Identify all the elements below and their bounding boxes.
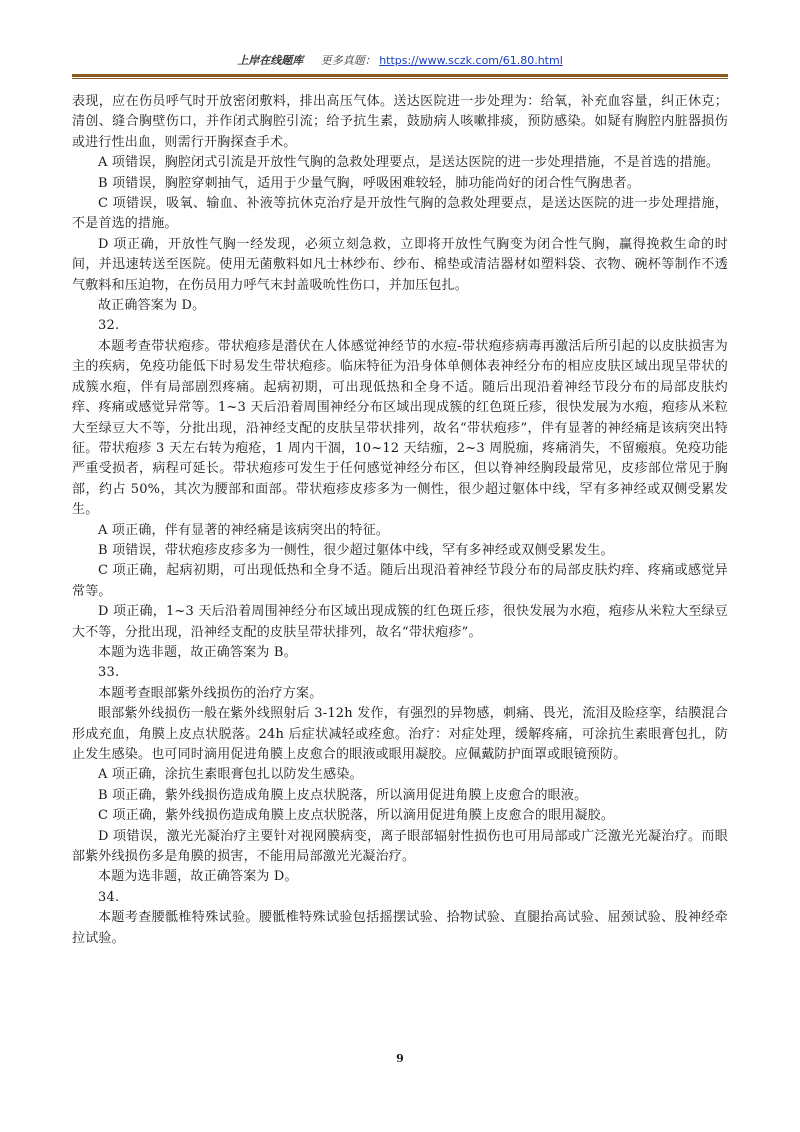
header-rule <box>72 74 728 77</box>
paragraph: C 项错误，吸氧、输血、补液等抗休克治疗是开放性气胸的急救处理要点，是送达医院的进一步处理措施，不是首选的措施。 <box>72 196 728 232</box>
paragraph: 表现，应在伤员呼气时开放密闭敷料，排出高压气体。送达医院进一步处理为：给氧，补充血容量，纠正休克；清创、缝合胸壁伤口，并作闭式胸腔引流；给予抗生素，鼓励病人咳嗽排痰，预防感染。如疑有胸腔内脏器损伤或进行性出血，则需行开胸探查手术。 <box>72 94 728 150</box>
paragraph: 33. <box>98 665 120 681</box>
paragraph: B 项错误，胸腔穿刺抽气，适用于少量气胸，呼吸困难较轻，肺功能尚好的闭合性气胸患者。 <box>98 175 641 191</box>
paragraph: 本题为选非题，故正确答案为 B。 <box>98 644 297 660</box>
paragraph: 故正确答案为 D。 <box>98 298 206 314</box>
header-site-name: 上岸在线题库 <box>237 54 304 67</box>
header-rule-thin <box>72 78 728 79</box>
paragraph: B 项错误，带状疱疹皮疹多为一侧性，很少超过躯体中线，罕有多神经或双侧受累发生。 <box>98 542 614 558</box>
paragraph: A 项正确，伴有显著的神经痛是该病突出的特征。 <box>98 522 390 538</box>
paragraph: 眼部紫外线损伤一般在紫外线照射后 3-12h 发作，有强烈的异物感，刺痛、畏光，流泪及睑痉挛，结膜混合形成充血，角膜上皮点状脱落。24h 后症状减轻或痊愈。治疗：对症处理，缓解疼痛，可涂抗生素眼膏包扎，防止发生感染。也可同时滴用促进角膜上皮愈合的眼液或眼用凝胶。应佩戴防护面罩或眼镜预防。 <box>72 706 728 762</box>
paragraph: A 项错误，胸腔闭式引流是开放性气胸的急救处理要点，是送达医院的进一步处理措施，不是首选的措施。 <box>98 155 720 171</box>
paragraph: D 项错误，激光光凝治疗主要针对视网膜病变，离子眼部辐射性损伤也可用局部或广泛激光光凝治疗。而眼部紫外线损伤多是角膜的损害，不能用局部激光光凝治疗。 <box>72 828 728 865</box>
paragraph: A 项正确，涂抗生素眼膏包扎以防发生感染。 <box>98 767 363 783</box>
paragraph: 本题为选非题，故正确答案为 D。 <box>98 869 298 885</box>
document-body <box>72 92 728 949</box>
paragraph: 本题考查腰骶椎特殊试验。腰骶椎特殊试验包括摇摆试验、拾物试验、直腿抬高试验、屈颈试验、股神经牵拉试验。 <box>72 910 728 946</box>
paragraph: C 项正确，紫外线损伤造成角膜上皮点状脱落，所以滴用促进角膜上皮愈合的眼用凝胶。 <box>98 808 615 824</box>
paragraph: 32. <box>98 318 120 334</box>
paragraph: 本题考查带状疱疹。带状疱疹是潜伏在人体感觉神经节的水痘-带状疱疹病毒再激活后所引起的以皮肤损害为主的疾病，免疫功能低下时易发生带状疱疹。临床特征为沿身体单侧体表神经分布的相应皮肤区域出现呈带状的成簇水疱，伴有局部剧烈疼痛。起病初期，可出现低热和全身不适。随后出现沿着神经节段分布的局部皮肤灼痒、疼痛或感觉异常等。1~3 天后沿着周围神经分布区域出现成簇的红色斑丘疹，很快发展为水疱，疱疹从米粒大至绿豆大不等，分批出现，沿神经支配的皮肤呈带状排列，故名“带状疱疹”，伴有显著的神经痛是该病突出特征。带状疱疹 3 天左右转为疱疮，1 周内干涸，10~12 天结痂，2~3 周脱痂，疼痛消失，不留瘢痕。免疫功能严重受损者，病程可延长。带状疱疹可发生于任何感觉神经分布区，但以脊神经胸段最常见，皮疹部位常见于胸部，约占 50%，其次为腰部和面部。带状疱疹皮疹多为一侧性，很少超过躯体中线，罕有多神经或双侧受累发生。 <box>72 338 728 518</box>
paragraph: C 项正确，起病初期，可出现低热和全身不适。随后出现沿着神经节段分布的局部皮肤灼痒、疼痛或感觉异常等。 <box>72 563 728 599</box>
header-link[interactable]: https://www.sczk.com/61.80.html <box>379 54 563 67</box>
page-number: 9 <box>396 1052 404 1065</box>
paragraph: 34. <box>98 889 120 905</box>
paragraph: 本题考查眼部紫外线损伤的治疗方案。 <box>98 685 323 701</box>
page-header <box>72 52 728 74</box>
header-more-label: 更多真题： <box>320 54 376 67</box>
paragraph: B 项正确，紫外线损伤造成角膜上皮点状脱落，所以滴用促进角膜上皮愈合的眼液。 <box>98 787 588 803</box>
paragraph: D 项正确，开放性气胸一经发现，必须立刻急救，立即将开放性气胸变为闭合性气胸，赢得挽救生命的时间，并迅速转送至医院。使用无菌敷料如凡士林纱布、纱布、棉垫或清洁器材如塑料袋、衣物、碗杯等制作不透气敷料和压迫物，在伤员用力呼气末封盖吸吮性伤口，并加压包扎。 <box>72 236 728 293</box>
paragraph: D 项正确，1~3 天后沿着周围神经分布区域出现成簇的红色斑丘疹，很快发展为水疱，疱疹从米粒大至绿豆大不等，分批出现，沿神经支配的皮肤呈带状排列，故名“带状疱疹”。 <box>72 604 728 640</box>
